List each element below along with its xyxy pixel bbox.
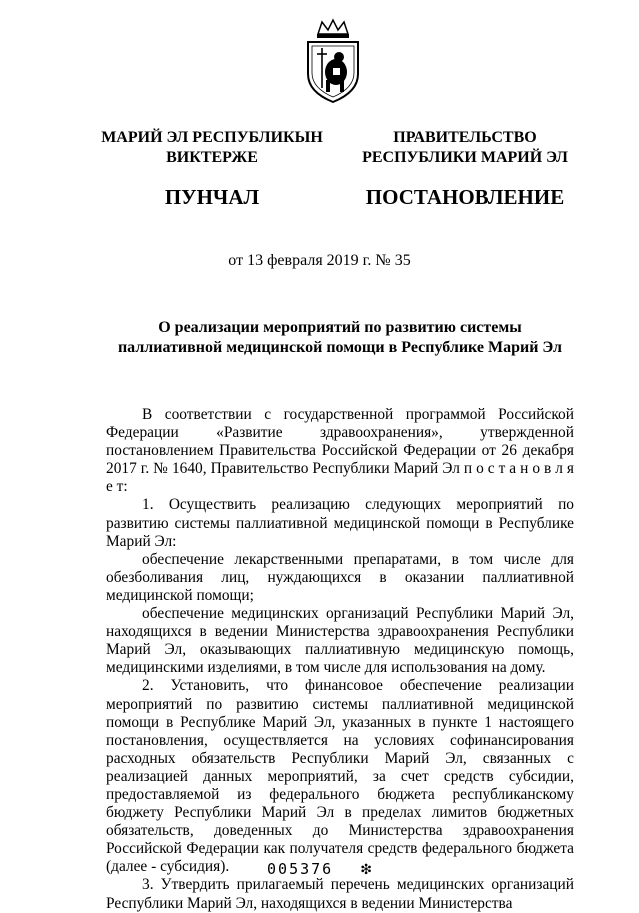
- document-title: [90, 318, 590, 358]
- coat-of-arms-icon: [302, 18, 364, 104]
- header-russian-doc-type: ПОСТАНОВЛЕНИЕ: [365, 185, 565, 209]
- form-serial-number: 005376: [267, 860, 334, 878]
- header-russian-line1: ПРАВИТЕЛЬСТВО: [393, 129, 537, 146]
- ornament-star-icon: ❇: [360, 862, 372, 878]
- body-paragraph: В соответствии с государственной программой Российской Федерации «Развитие здравоохранения», утвержденной постановлением Правительства Российской Федерации от 26 декабря 2017 г. № 1640, Правительство Республики Марий Эл п о с т а н о в л я е т:: [106, 406, 574, 496]
- body-paragraph: 2. Установить, что финансовое обеспечение реализации мероприятий по развитию системы паллиативной медицинской помощи в Республике Марий Эл, указанных в пункте 1 настоящего постановления, осуществляется на условиях софинансирования расходных обязательств Республики Марий Эл, связанных с реализацией данных мероприятий, за счет средств субсидии, предоставляемой из федерального бюджета республиканскому бюджету Республики Марий Эл в пределах лимитов бюджетных обязательств, доведенных до Министерства здравоохранения Российской Федерации как получателя средств федерального бюджета (далее - субсидия).: [106, 677, 574, 876]
- body-paragraph: обеспечение лекарственными препаратами, в том числе для обезболивания лиц, нуждающихся в оказании паллиативной медицинской помощи;: [106, 550, 574, 604]
- body-paragraph: 1. Осуществить реализацию следующих мероприятий по развитию системы паллиативной медицинской помощи в Республике Марий Эл:: [106, 496, 574, 550]
- page-footer: [0, 860, 639, 878]
- header-mari: [92, 128, 332, 210]
- body-paragraph: 3. Утвердить прилагаемый перечень медицинских организаций Республики Марий Эл, находящихся в ведении Министерства: [106, 876, 574, 912]
- header-mari-doc-type: ПУНЧАЛ: [164, 185, 260, 209]
- header-russian-line2: РЕСПУБЛИКИ МАРИЙ ЭЛ: [362, 149, 568, 166]
- document-body: [106, 406, 574, 913]
- body-paragraph: обеспечение медицинских организаций Республики Марий Эл, находящихся в ведении Министерства здравоохранения Республики Марий Эл, оказывающих паллиативную медицинскую помощь, медицинскими изделиями, в том числе для использования на дому.: [106, 605, 574, 677]
- document-title-line2: паллиативной медицинской помощи в Республике Марий Эл: [117, 339, 563, 356]
- document-date-number: от 13 февраля 2019 г. № 35: [228, 252, 411, 269]
- header-mari-line2: ВИКТЕРЖЕ: [166, 149, 258, 166]
- header-russian: [345, 128, 585, 210]
- header-mari-line1: МАРИЙ ЭЛ РЕСПУБЛИКЫН: [101, 129, 323, 146]
- document-title-line1: О реализации мероприятий по развитию системы: [158, 319, 522, 336]
